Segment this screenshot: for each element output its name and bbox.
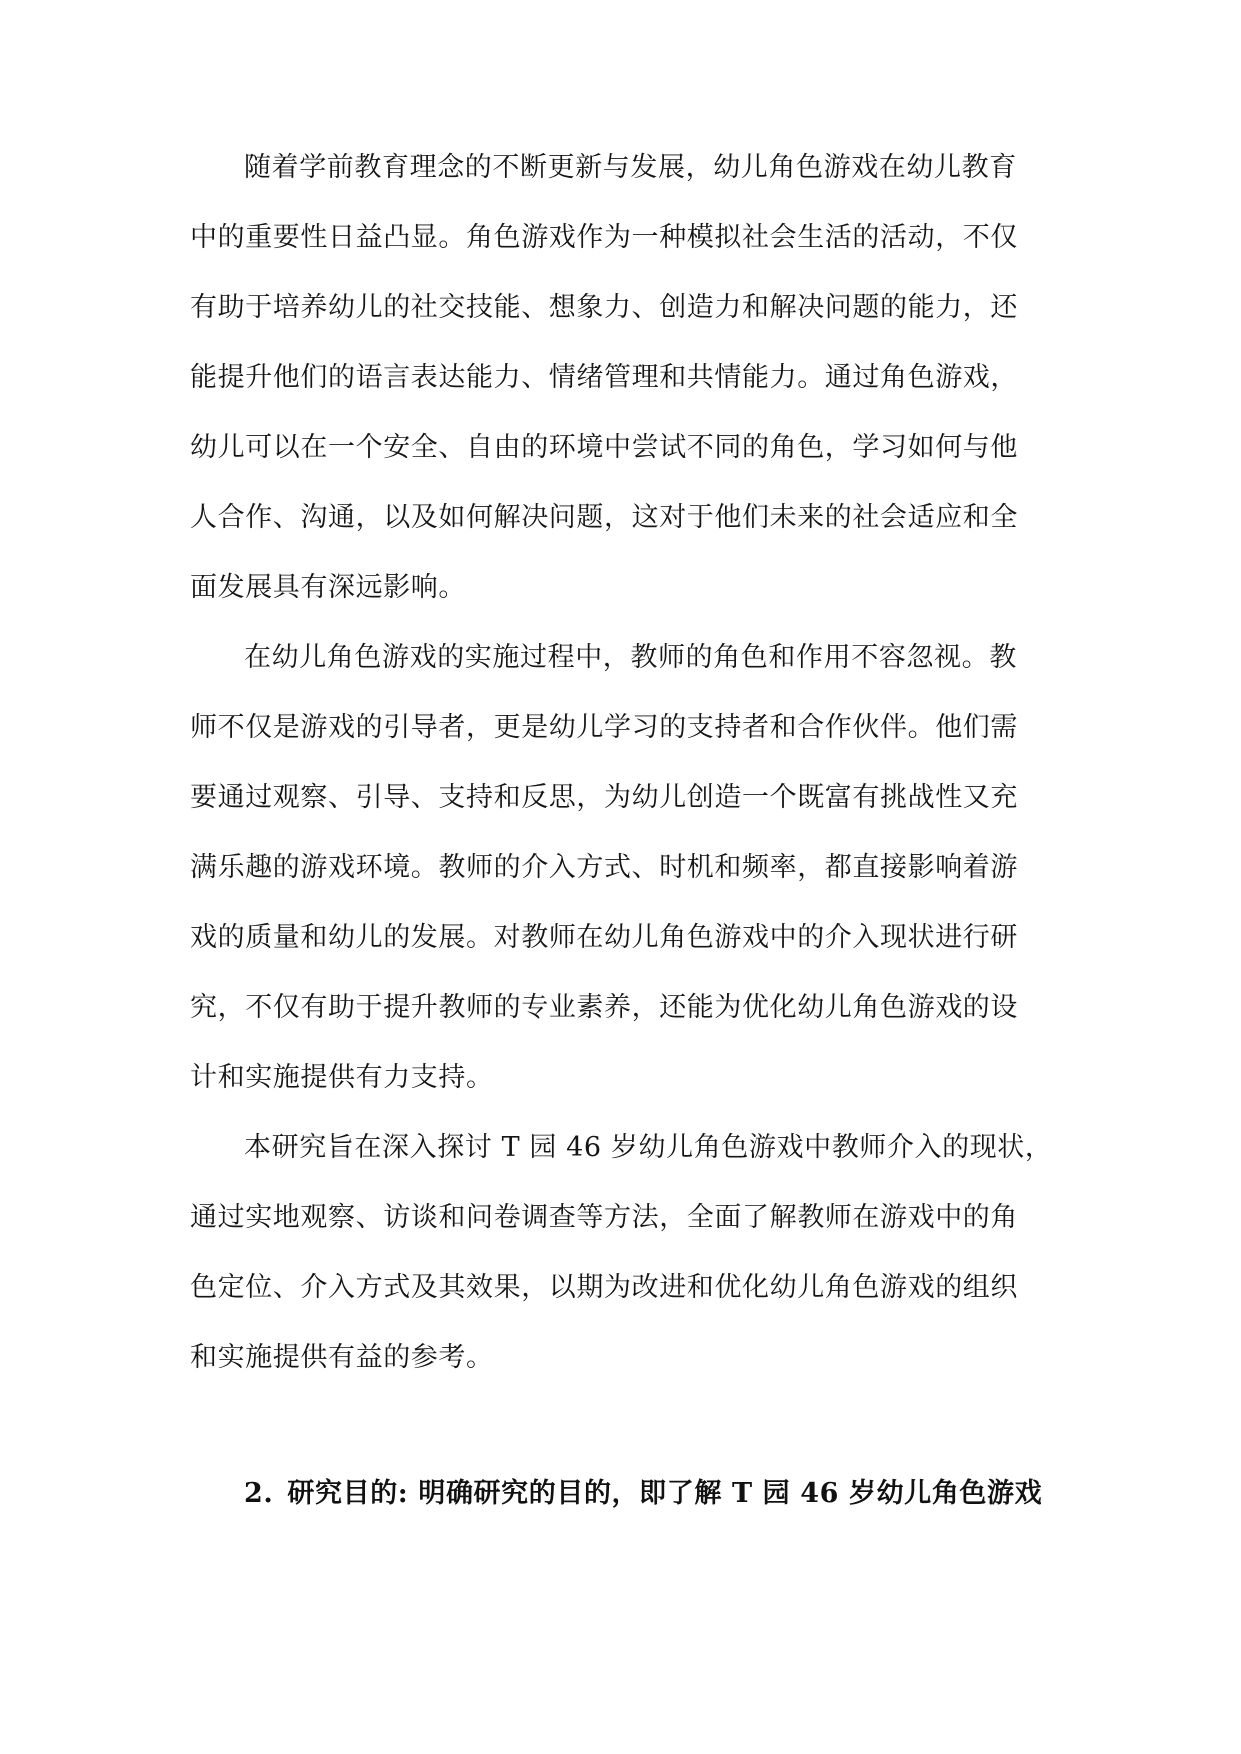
paragraph-1-line-4: 能提升他们的语言表达能力、情绪管理和共情能力。通过角色游戏， <box>190 362 1018 393</box>
paragraph-2-line-3: 要通过观察、引导、支持和反思，为幼儿创造一个既富有挑战性又充 <box>190 782 1018 813</box>
paragraph-3-line-1: 本研究旨在深入探讨 T 园 46 岁幼儿角色游戏中教师介入的现状， <box>244 1132 1053 1163</box>
paragraph-2-line-7: 计和实施提供有力支持。 <box>190 1062 494 1093</box>
paragraph-2-line-6: 究，不仅有助于提升教师的专业素养，还能为优化幼儿角色游戏的设 <box>190 992 1018 1023</box>
section-heading <box>244 1474 1050 1514</box>
paragraph-3-line-4: 和实施提供有益的参考。 <box>190 1342 494 1373</box>
paragraph-2-line-1: 在幼儿角色游戏的实施过程中，教师的角色和作用不容忽视。教 <box>244 642 1017 673</box>
paragraph-2-line-5: 戏的质量和幼儿的发展。对教师在幼儿角色游戏中的介入现状进行研 <box>190 922 1018 953</box>
section-number: 2. <box>244 1478 274 1509</box>
paragraph-1-line-2: 中的重要性日益凸显。角色游戏作为一种模拟社会生活的活动，不仅 <box>190 222 1018 253</box>
paragraph-1-line-1: 随着学前教育理念的不断更新与发展，幼儿角色游戏在幼儿教育 <box>244 152 1017 183</box>
paragraph-1-line-3: 有助于培养幼儿的社交技能、想象力、创造力和解决问题的能力，还 <box>190 292 1018 323</box>
paragraph-2-line-4: 满乐趣的游戏环境。教师的介入方式、时机和频率，都直接影响着游 <box>190 852 1018 883</box>
paragraph-2-line-2: 师不仅是游戏的引导者，更是幼儿学习的支持者和合作伙伴。他们需 <box>190 712 1018 743</box>
section-heading-text: 研究目的: 明确研究的目的，即了解 T 园 46 岁幼儿角色游戏 <box>287 1478 1043 1509</box>
paragraph-3-line-2: 通过实地观察、访谈和问卷调查等方法，全面了解教师在游戏中的角 <box>190 1202 1018 1233</box>
paragraph-3-line-3: 色定位、介入方式及其效果，以期为改进和优化幼儿角色游戏的组织 <box>190 1272 1018 1303</box>
paragraph-1-line-6: 人合作、沟通，以及如何解决问题，这对于他们未来的社会适应和全 <box>190 502 1018 533</box>
paragraph-1-line-5: 幼儿可以在一个安全、自由的环境中尝试不同的角色，学习如何与他 <box>190 432 1018 463</box>
paragraph-1-line-7: 面发展具有深远影响。 <box>190 572 466 603</box>
